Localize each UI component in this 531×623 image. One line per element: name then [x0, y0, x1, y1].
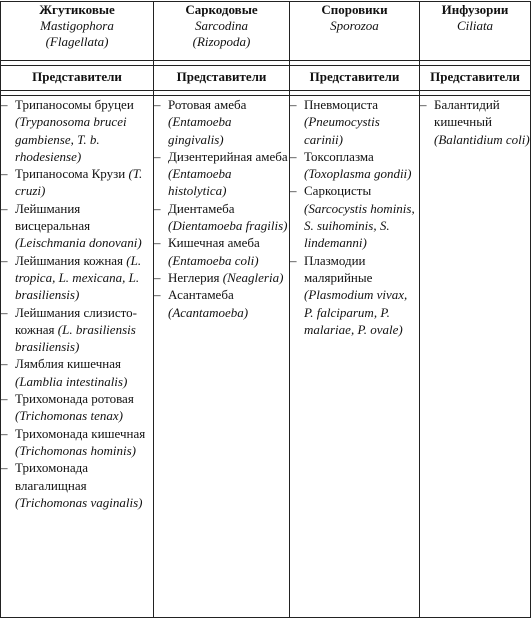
species-item [154, 148, 289, 200]
species-name-ru: Трихомонада ротовая [15, 391, 134, 407]
species-name-lat: (Leischmania donovani) [15, 235, 142, 251]
species-name-ru: Трипаносомы бруцеи [15, 97, 134, 112]
species-item [154, 269, 289, 286]
species-item [290, 182, 419, 251]
species-name-ru: Лейшмания кожная [15, 252, 124, 268]
column-sarcodina [154, 96, 290, 618]
species-name-ru: Дизентерийная амеба [168, 148, 288, 164]
species-item [1, 252, 153, 304]
species-item [290, 252, 419, 338]
species-name-lat: (T. cruzi) [15, 166, 143, 199]
species-name-ru: Неглерия [168, 269, 220, 285]
group-name-lat-alt: (Flagellata) [45, 34, 109, 49]
species-name-lat: (Pneumocystis carinii) [304, 114, 380, 147]
species-item [1, 96, 153, 165]
species-name-ru: Диентамеба [168, 200, 235, 216]
species-item [290, 96, 419, 148]
species-item [1, 459, 153, 511]
species-item [154, 200, 289, 235]
species-name-ru: Трихомонада влагалищная [15, 460, 88, 493]
species-name-lat: (Entamoeba coli) [168, 252, 259, 268]
species-name-ru: Трипаносома Крузи [15, 166, 126, 182]
protozoa-table [0, 1, 531, 618]
species-name-lat: (Plasmodium vivax, P. falciparum, P. malariae, P. ovale) [304, 287, 408, 337]
species-list [154, 96, 289, 321]
representatives-header-row [1, 66, 531, 91]
species-name-lat: (Entamoeba gingivalis) [168, 114, 232, 147]
representatives-label: Представители [420, 66, 531, 91]
species-name-ru: Лямблия кишечная [15, 356, 121, 372]
species-name-ru: Асантамеба [168, 287, 234, 303]
species-item [1, 165, 153, 200]
species-name-ru: Лейшмания слизисто-кожная [15, 304, 137, 337]
species-item [154, 234, 289, 269]
header-flagellata [1, 2, 154, 61]
representatives-label: Представители [290, 66, 420, 91]
species-name-lat: (Trichomonas vaginalis) [15, 494, 143, 510]
header-sarcodina [154, 2, 290, 61]
species-name-lat: (Trichomonas tenax) [15, 408, 123, 424]
column-sporozoa [290, 96, 420, 618]
group-name-ru: Инфузории [441, 2, 509, 17]
representatives-label: Представители [154, 66, 290, 91]
header-sporozoa [290, 2, 420, 61]
species-name-lat: (Entamoeba histolytica) [168, 166, 232, 199]
species-item [1, 390, 153, 425]
group-header-row [1, 2, 531, 61]
group-name-ru: Споровики [321, 2, 388, 17]
species-name-ru: Балантидий кишечный [434, 97, 500, 130]
species-name-ru: Пневмоциста [304, 97, 379, 112]
species-item [420, 96, 530, 148]
group-name-lat: Sporozoa [330, 18, 379, 33]
species-item [154, 96, 289, 148]
species-name-lat: (L. tropica, L. mexicana, L. brasiliensis) [15, 252, 142, 303]
representatives-label: Представители [1, 66, 154, 91]
species-list [420, 96, 530, 148]
species-name-ru: Ротовая амеба [168, 97, 247, 112]
representatives-body-row [1, 96, 531, 618]
species-item [154, 286, 289, 321]
species-name-lat: (Acantamoeba) [168, 304, 249, 320]
group-name-lat-alt: (Rizopoda) [192, 34, 251, 49]
species-item [1, 425, 153, 460]
column-flagellata [1, 96, 154, 618]
group-name-ru: Жгутиковые [39, 2, 115, 17]
species-name-ru: Кишечная амеба [168, 235, 260, 251]
group-name-lat: Mastigophora [40, 18, 114, 33]
species-name-ru: Лейшмания висцеральная [15, 200, 91, 234]
species-item [1, 304, 153, 356]
species-name-lat: (Lamblia intestinalis) [15, 373, 128, 389]
column-ciliata [420, 96, 531, 618]
species-list [1, 96, 153, 511]
species-name-lat: (Trichomonas hominis) [15, 442, 136, 458]
species-name-lat: (Dientamoeba fragilis) [168, 218, 288, 234]
species-item [290, 148, 419, 183]
species-item [1, 355, 153, 390]
species-name-lat: (Neagleria) [222, 269, 284, 285]
group-name-lat: Ciliata [456, 18, 494, 33]
species-name-lat: (Sarcocystis hominis, S. suihominis, S. lindemanni) [304, 200, 415, 251]
group-name-lat: Sarcodina [195, 18, 248, 33]
species-name-ru: Саркоцисты [304, 183, 372, 199]
header-ciliata [420, 2, 531, 61]
species-name-ru: Трихомонада кишечная [15, 425, 146, 441]
species-name-lat: (Toxoplasma gondii) [304, 166, 412, 182]
species-name-lat: (Balantidium coli) [434, 131, 530, 147]
species-name-lat: (Trypanosoma brucei gambiense, T. b. rhodesiense) [15, 114, 127, 164]
species-name-lat: (L. brasiliensis brasiliensis) [15, 321, 136, 355]
species-name-ru: Токсоплазма [304, 148, 374, 164]
group-name-ru: Саркодовые [185, 2, 258, 17]
species-list [290, 96, 419, 338]
species-name-ru: Плазмодии малярийные [304, 252, 373, 285]
species-item [1, 200, 153, 252]
